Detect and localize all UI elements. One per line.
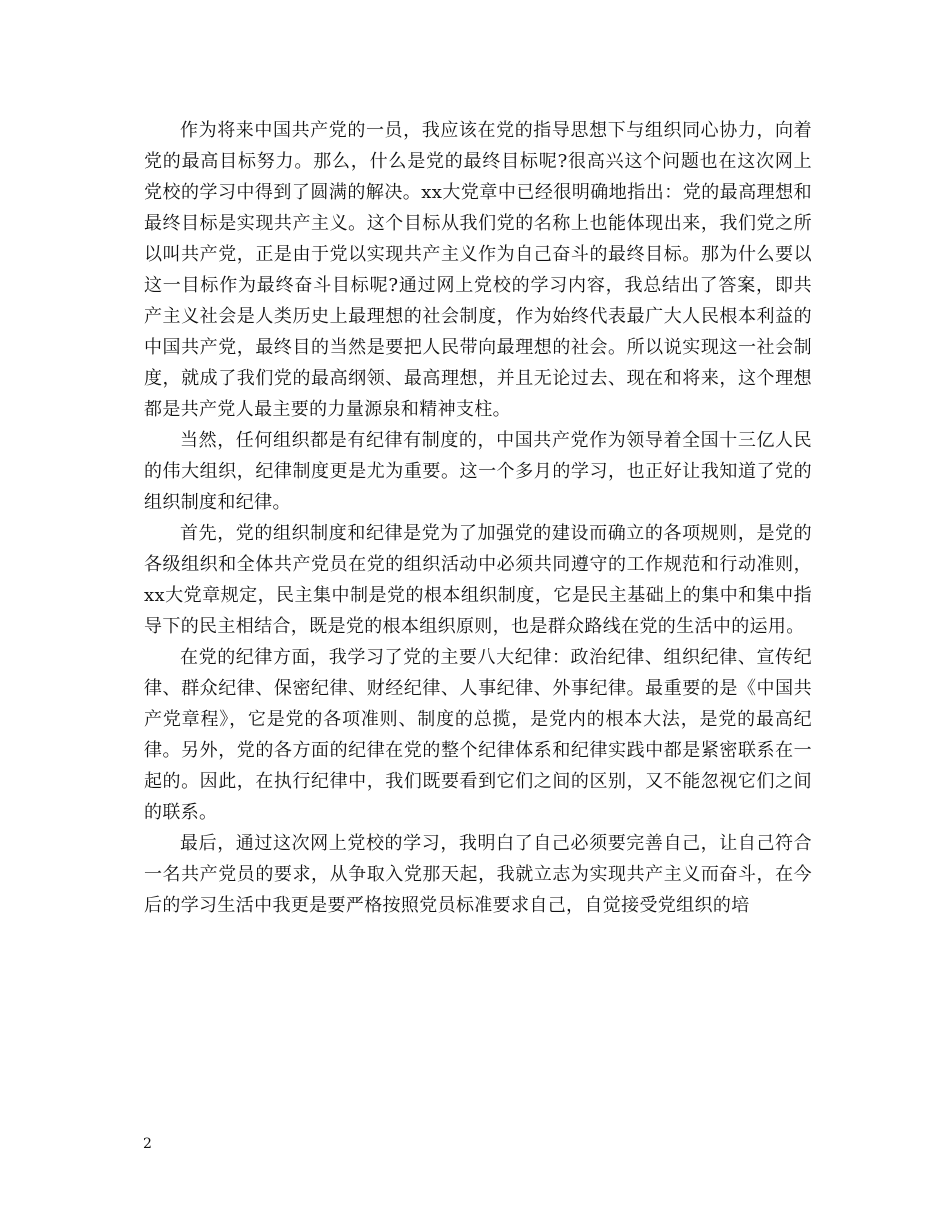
paragraph-2: 当然，任何组织都是有纪律有制度的，中国共产党作为领导着全国十三亿人民的伟大组织，纪律制度更是尤为重要。这一个多月的学习，也正好让我知道了党的组织制度和纪律。 — [144, 430, 812, 513]
paragraph-5: 最后，通过这次网上党校的学习，我明白了自己必须要完善自己，让自己符合一名共产党员的要求，从争取入党那天起，我就立志为实现共产主义而奋斗，在今后的学习生活中我更是要严格按照党员标准要求自己，自觉接受党组织的培 — [144, 833, 812, 916]
page-number: 2 — [143, 1136, 152, 1152]
paragraph-1: 作为将来中国共产党的一员，我应该在党的指导思想下与组织同心协力，向着党的最高目标努力。那么，什么是党的最终目标呢?很高兴这个问题也在这次网上党校的学习中得到了圆满的解决。xx大党章中已经很明确地指出：党的最高理想和最终目标是实现共产主义。这个目标从我们党的名称上也能体现出来，我们党之所以叫共产党，正是由于党以实现共产主义作为自己奋斗的最终目标。那为什么要以这一目标作为最终奋斗目标呢?通过网上党校的学习内容，我总结出了答案，即共产主义社会是人类历史上最理想的社会制度，作为始终代表最广大人民根本利益的中国共产党，最终目的当然是要把人民带向最理想的社会。所以说实现这一社会制度，就成了我们党的最高纲领、最高理想，并且无论过去、现在和将来，这个理想都是共产党人最主要的力量源泉和精神支柱。 — [144, 120, 812, 420]
paragraph-3: 首先，党的组织制度和纪律是党为了加强党的建设而确立的各项规则，是党的各级组织和全体共产党员在党的组织活动中必须共同遵守的工作规范和行动准则，xx大党章规定，民主集中制是党的根本组织制度，它是民主基础上的集中和集中指导下的民主相结合，既是党的根本组织原则，也是群众路线在党的生活中的运用。 — [144, 523, 812, 637]
paragraph-4: 在党的纪律方面，我学习了党的主要八大纪律：政治纪律、组织纪律、宣传纪律、群众纪律、保密纪律、财经纪律、人事纪律、外事纪律。最重要的是《中国共产党章程》，它是党的各项准则、制度的总揽，是党内的根本大法，是党的最高纪律。另外，党的各方面的纪律在党的整个纪律体系和纪律实践中都是紧密联系在一起的。因此，在执行纪律中，我们既要看到它们之间的区别，又不能忽视它们之间的联系。 — [144, 647, 812, 823]
body-text — [144, 115, 812, 921]
